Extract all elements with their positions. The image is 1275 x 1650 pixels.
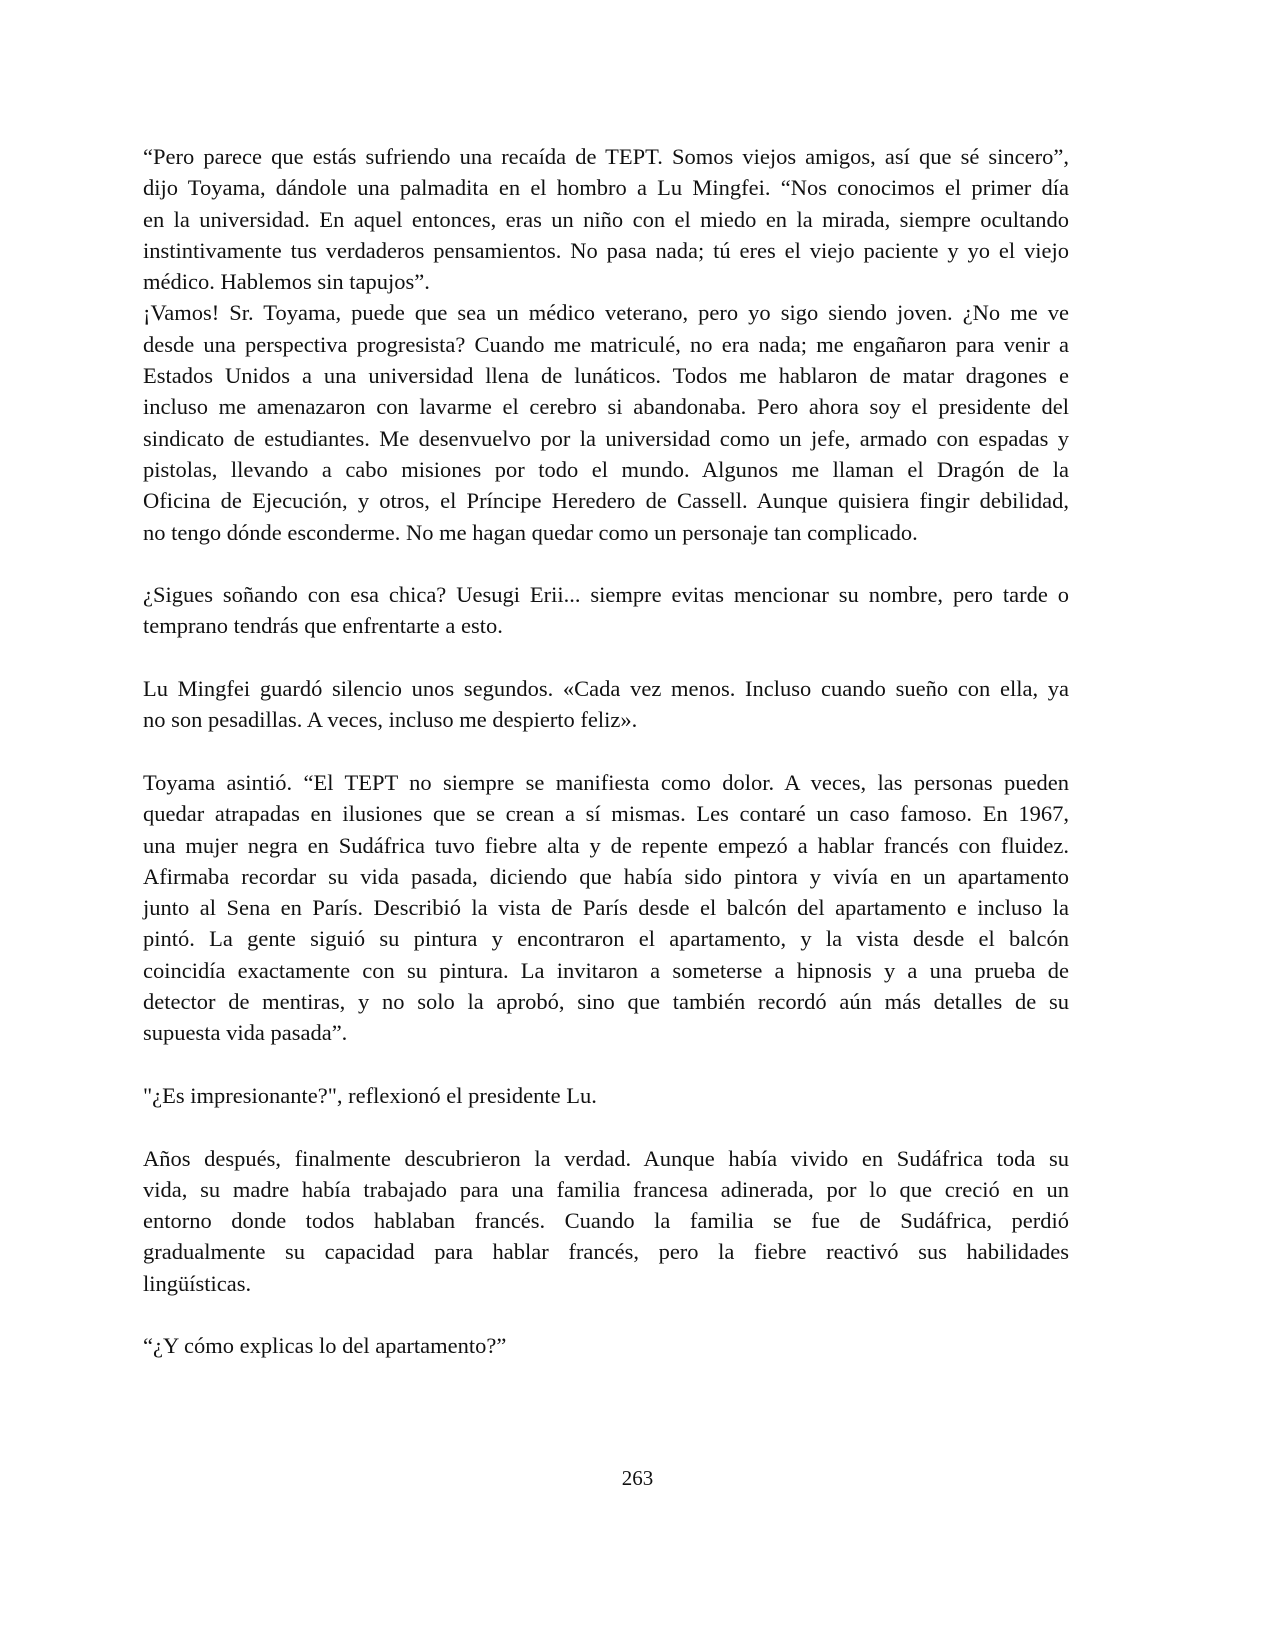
paragraph (143, 141, 1069, 297)
text-line: Estados Unidos a una universidad llena de lunáticos. Todos me hablaron de matar dragones e (143, 363, 1069, 389)
text-line: Oficina de Ejecución, y otros, el Príncipe Heredero de Cassell. Aunque quisiera fingir debilidad, (143, 488, 1069, 514)
text-line: una mujer negra en Sudáfrica tuvo fiebre alta y de repente empezó a hablar francés con fluidez. (143, 832, 1069, 858)
text-line: "¿Es impresionante?", reflexionó el presidente Lu. (143, 1082, 597, 1108)
text-line: dijo Toyama, dándole una palmadita en el hombro a Lu Mingfei. “Nos conocimos el primer día (143, 175, 1069, 201)
paragraph (143, 767, 1069, 1049)
text-line: “Pero parece que estás sufriendo una recaída de TEPT. Somos viejos amigos, así que sé sincero”, (143, 144, 1069, 169)
text-line: no tengo dónde esconderme. No me hagan quedar como un personaje tan complicado. (143, 519, 918, 545)
text-line: pintó. La gente siguió su pintura y encontraron el apartamento, y la vista desde el balcón (143, 926, 1069, 952)
text-line: ¿Sigues soñando con esa chica? Uesugi Erii... siempre evitas mencionar su nombre, pero tarde o (143, 582, 1069, 608)
text-line: gradualmente su capacidad para hablar francés, pero la fiebre reactivó sus habilidades (143, 1239, 1069, 1265)
text-line: coincidía exactamente con su pintura. La invitaron a someterse a hipnosis y a una prueba de (143, 957, 1069, 983)
text-line: temprano tendrás que enfrentarte a esto. (143, 613, 503, 639)
paragraph (143, 1330, 1069, 1361)
text-line: Años después, finalmente descubrieron la verdad. Aunque había vivido en Sudáfrica toda su (143, 1145, 1069, 1171)
text-line: vida, su madre había trabajado para una familia francesa adinerada, por lo que creció en un (143, 1176, 1069, 1202)
page-body (143, 141, 1069, 1393)
text-line: incluso me amenazaron con lavarme el cerebro si abandonaba. Pero ahora soy el presidente del (143, 394, 1069, 420)
text-line: entorno donde todos hablaban francés. Cuando la familia se fue de Sudáfrica, perdió (143, 1208, 1069, 1234)
text-line: supuesta vida pasada”. (143, 1020, 348, 1046)
text-line: quedar atrapadas en ilusiones que se crean a sí mismas. Les contaré un caso famoso. En 1967, (143, 801, 1069, 827)
page-number: 263 (621, 1466, 654, 1490)
paragraph (143, 579, 1069, 642)
text-line: Toyama asintió. “El TEPT no siempre se manifiesta como dolor. A veces, las personas pueden (143, 769, 1069, 795)
text-line: junto al Sena en París. Describió la vista de París desde el balcón del apartamento e incluso la (143, 895, 1069, 921)
text-line: detector de mentiras, y no solo la aprobó, sino que también recordó aún más detalles de su (143, 989, 1069, 1015)
paragraph (143, 673, 1069, 736)
text-line: en la universidad. En aquel entonces, eras un niño con el miedo en la mirada, siempre ocultando (143, 206, 1069, 232)
text-line: instintivamente tus verdaderos pensamientos. No pasa nada; tú eres el viejo paciente y yo el viejo (143, 237, 1069, 263)
text-line: lingüísticas. (143, 1270, 252, 1296)
text-line: no son pesadillas. A veces, incluso me despierto feliz». (143, 707, 638, 733)
paragraph (143, 1143, 1069, 1299)
text-line: “¿Y cómo explicas lo del apartamento?” (143, 1333, 507, 1359)
text-line: Afirmaba recordar su vida pasada, diciendo que había sido pintora y vivía en un apartamento (143, 863, 1069, 889)
paragraph (143, 1080, 1069, 1111)
text-line: Lu Mingfei guardó silencio unos segundos. «Cada vez menos. Incluso cuando sueño con ella, ya (143, 676, 1069, 702)
text-line: sindicato de estudiantes. Me desenvuelvo por la universidad como un jefe, armado con espadas y (143, 425, 1069, 451)
paragraph (143, 297, 1069, 547)
text-line: médico. Hablemos sin tapujos”. (143, 269, 430, 295)
text-line: pistolas, llevando a cabo misiones por todo el mundo. Algunos me llaman el Dragón de la (143, 456, 1069, 482)
text-line: desde una perspectiva progresista? Cuando me matriculé, no era nada; me engañaron para venir a (143, 331, 1069, 357)
text-line: ¡Vamos! Sr. Toyama, puede que sea un médico veterano, pero yo sigo siendo joven. ¿No me ve (143, 300, 1069, 326)
